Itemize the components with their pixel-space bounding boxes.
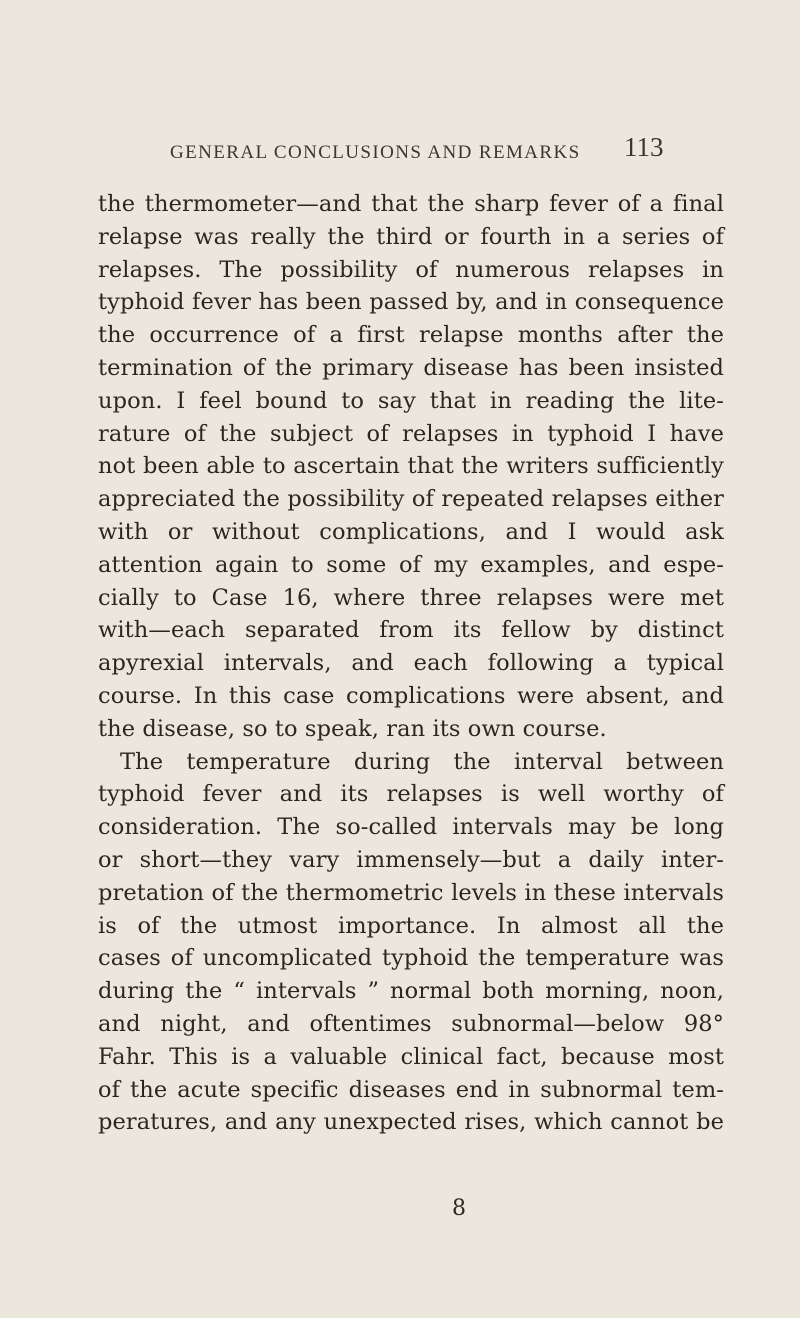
text-line: attention again to some of my examples, and espe- (98, 551, 724, 578)
text-line: course. In this case complications were absent, and (98, 682, 724, 709)
text-line: pretation of the thermometric levels in these intervals (98, 879, 724, 906)
text-line: and night, and oftentimes subnormal—below 98° (98, 1010, 724, 1037)
text-line: typhoid fever and its relapses is well worthy of (98, 781, 724, 808)
text-line: consideration. The so-called intervals may be long (98, 814, 724, 841)
text-line: cially to Case 16, where three relapses were met (98, 584, 724, 611)
text-line: termination of the primary disease has been insisted (98, 354, 724, 381)
text-line: the occurrence of a first relapse months after the (98, 322, 724, 349)
text-line: apyrexial intervals, and each following a typical (98, 650, 724, 677)
page-number: 113 (624, 132, 664, 162)
text-line: typhoid fever has been passed by, and in consequence (98, 289, 724, 316)
text-line: the disease, so to speak, ran its own course. (98, 715, 607, 742)
text-line: upon. I feel bound to say that in reading the lite- (98, 387, 724, 414)
text-line: of the acute specific diseases end in subnormal tem- (98, 1076, 724, 1103)
text-line: with or without complications, and I would ask (98, 518, 724, 545)
running-head: GENERAL CONCLUSIONS AND REMARKS (170, 142, 581, 163)
text-line: during the “ intervals ” normal both morning, noon, (98, 978, 724, 1005)
text-line: is of the utmost importance. In almost all the (98, 912, 724, 939)
text-line: Fahr. This is a valuable clinical fact, because most (98, 1043, 724, 1070)
text-line: the thermometer—and that the sharp fever of a final (98, 191, 724, 217)
text-line: The temperature during the interval between (120, 748, 724, 775)
text-line: cases of uncomplicated typhoid the temperature was (98, 945, 724, 972)
signature-mark: 8 (452, 1196, 466, 1221)
text-line: appreciated the possibility of repeated relapses either (98, 486, 724, 513)
text-line: not been able to ascertain that the writers sufficiently (98, 453, 724, 480)
body-text (98, 188, 724, 1139)
text-line: with—each separated from its fellow by distinct (98, 617, 724, 644)
text-line: peratures, and any unexpected rises, which cannot be (98, 1109, 724, 1136)
text-line: relapses. The possibility of numerous relapses in (98, 256, 724, 283)
text-line: or short—they vary immensely—but a daily inter- (98, 846, 724, 873)
text-line: relapse was really the third or fourth in a series of (98, 223, 724, 250)
text-line: rature of the subject of relapses in typhoid I have (98, 420, 724, 447)
